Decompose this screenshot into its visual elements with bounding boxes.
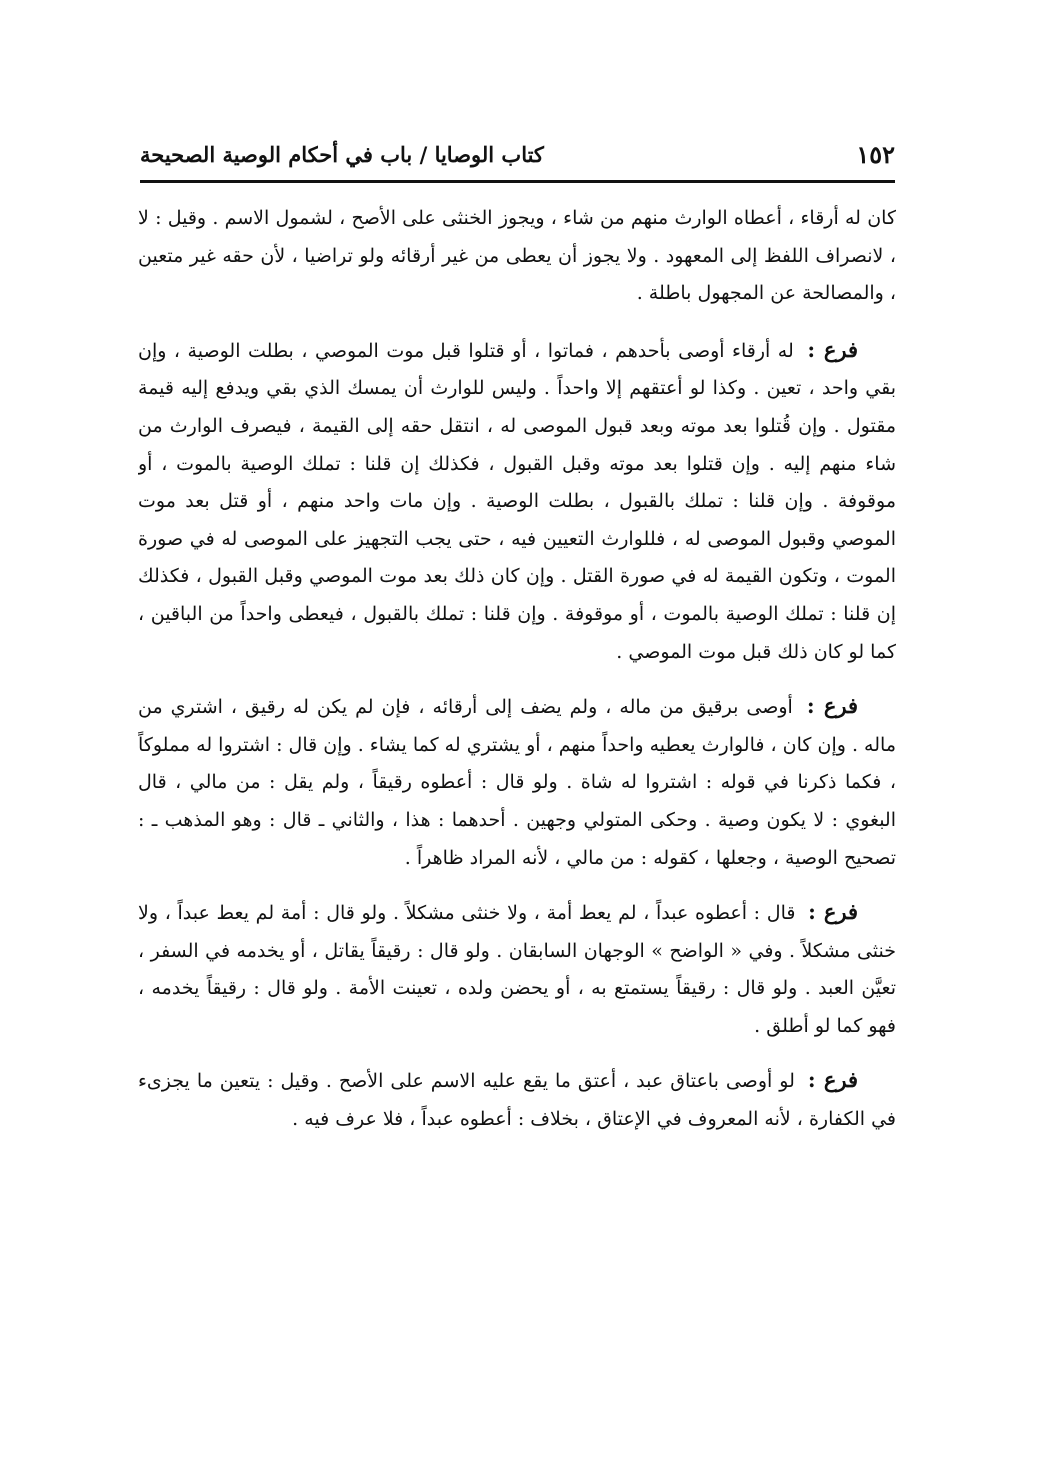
page-number: ١٥٢ xyxy=(856,140,895,169)
page-header xyxy=(140,134,895,178)
paragraph-far xyxy=(138,331,896,671)
paragraph-lead: فرع : xyxy=(807,1067,858,1093)
paragraph-far xyxy=(138,687,896,877)
paragraph-lead: فرع : xyxy=(806,693,859,719)
body-text xyxy=(138,200,896,1360)
paragraph-text: لو أوصى باعتاق عبد ، أعتق ما يقع عليه الاسم على الأصح . وقيل : يتعين ما يجزىء في الكفارة ، لأنه المعروف في الإعتاق ، بخلاف : أعطوه عبداً ، فلا عرف فيه . xyxy=(138,1070,896,1131)
paragraph-lead: فرع : xyxy=(808,899,859,925)
paragraph-lead: فرع : xyxy=(807,336,859,362)
paragraph-far xyxy=(138,1061,896,1138)
running-title: كتاب الوصايا / باب في أحكام الوصية الصحيحة xyxy=(140,142,544,167)
paragraph-text: كان له أرقاء ، أعطاه الوارث منهم من شاء ، ويجوز الخنثى على الأصح ، لشمول الاسم . وقيل : لا ، لانصراف اللفظ إلى المعهود . ولا يجوز أن يعطى من غير أرقائه ولو تراضيا ، لأن حقه غير متعين ، والمصالحة عن المجهول باطلة . xyxy=(138,207,896,305)
paragraph xyxy=(138,200,896,313)
paragraph-far xyxy=(138,893,896,1045)
paragraph-text: أوصى برقيق من ماله ، ولم يضف إلى أرقائه ، فإن لم يكن له رقيق ، اشتري من ماله . وإن كان ، فالوارث يعطيه واحداً منهم ، أو يشتري له كما يشاء . وإن قال : اشتروا له مملوكاً ، فكما ذكرنا في قوله : اشتروا له شاة . ولو قال : أعطوه رقيقاً ، ولم يقل : من مالي ، قال البغوي : لا يكون وصية . وحكى المتولي وجهين . أحدهما : هذا ، والثاني ـ قال : وهو المذهب ـ : تصحيح الوصية ، وجعلها ، كقوله : من مالي ، لأنه المراد ظاهراً . xyxy=(138,696,896,869)
header-divider xyxy=(140,180,895,183)
paragraph-text: له أرقاء أوصى بأحدهم ، فماتوا ، أو قتلوا قبل موت الموصي ، بطلت الوصية ، وإن بقي واحد ، تعين . وكذا لو أعتقهم إلا واحداً . وليس للوارث أن يمسك الذي بقي ويدفع إليه قيمة مقتول . وإن قُتلوا بعد موته وبعد قبول الموصى له ، انتقل حقه إلى القيمة ، فيصرف الوارث من شاء منهم إليه . وإن قتلوا بعد موته وقبل القبول ، فكذلك إن قلنا : تملك الوصية بالموت ، أو موقوفة . وإن قلنا : تملك بالقبول ، بطلت الوصية . وإن مات واحد منهم ، أو قتل بعد موت الموصي وقبول الموصى له ، فللوارث التعيين فيه ، حتى يجب التجهيز على الموصى له في صورة الموت ، وتكون القيمة له في صورة القتل . وإن كان ذلك بعد موت الموصي وقبل القبول ، فكذلك إن قلنا : تملك الوصية بالموت ، أو موقوفة . وإن قلنا : تملك بالقبول ، فيعطى واحداً من الباقين ، كما لو كان ذلك قبل موت الموصي . xyxy=(138,339,896,663)
paragraph-text: قال : أعطوه عبداً ، لم يعط أمة ، ولا خنثى مشكلاً . ولو قال : أمة لم يعط عبداً ، ولا خنثى مشكلاً . وفي « الواضح » الوجهان السابقان . ولو قال : رقيقاً يقاتل ، أو يخدمه في السفر ، تعيَّن العبد . ولو قال : رقيقاً يستمتع به ، أو يحضن ولده ، تعينت الأمة . ولو قال : رقيقاً يخدمه ، فهو كما لو أطلق . xyxy=(138,902,896,1037)
